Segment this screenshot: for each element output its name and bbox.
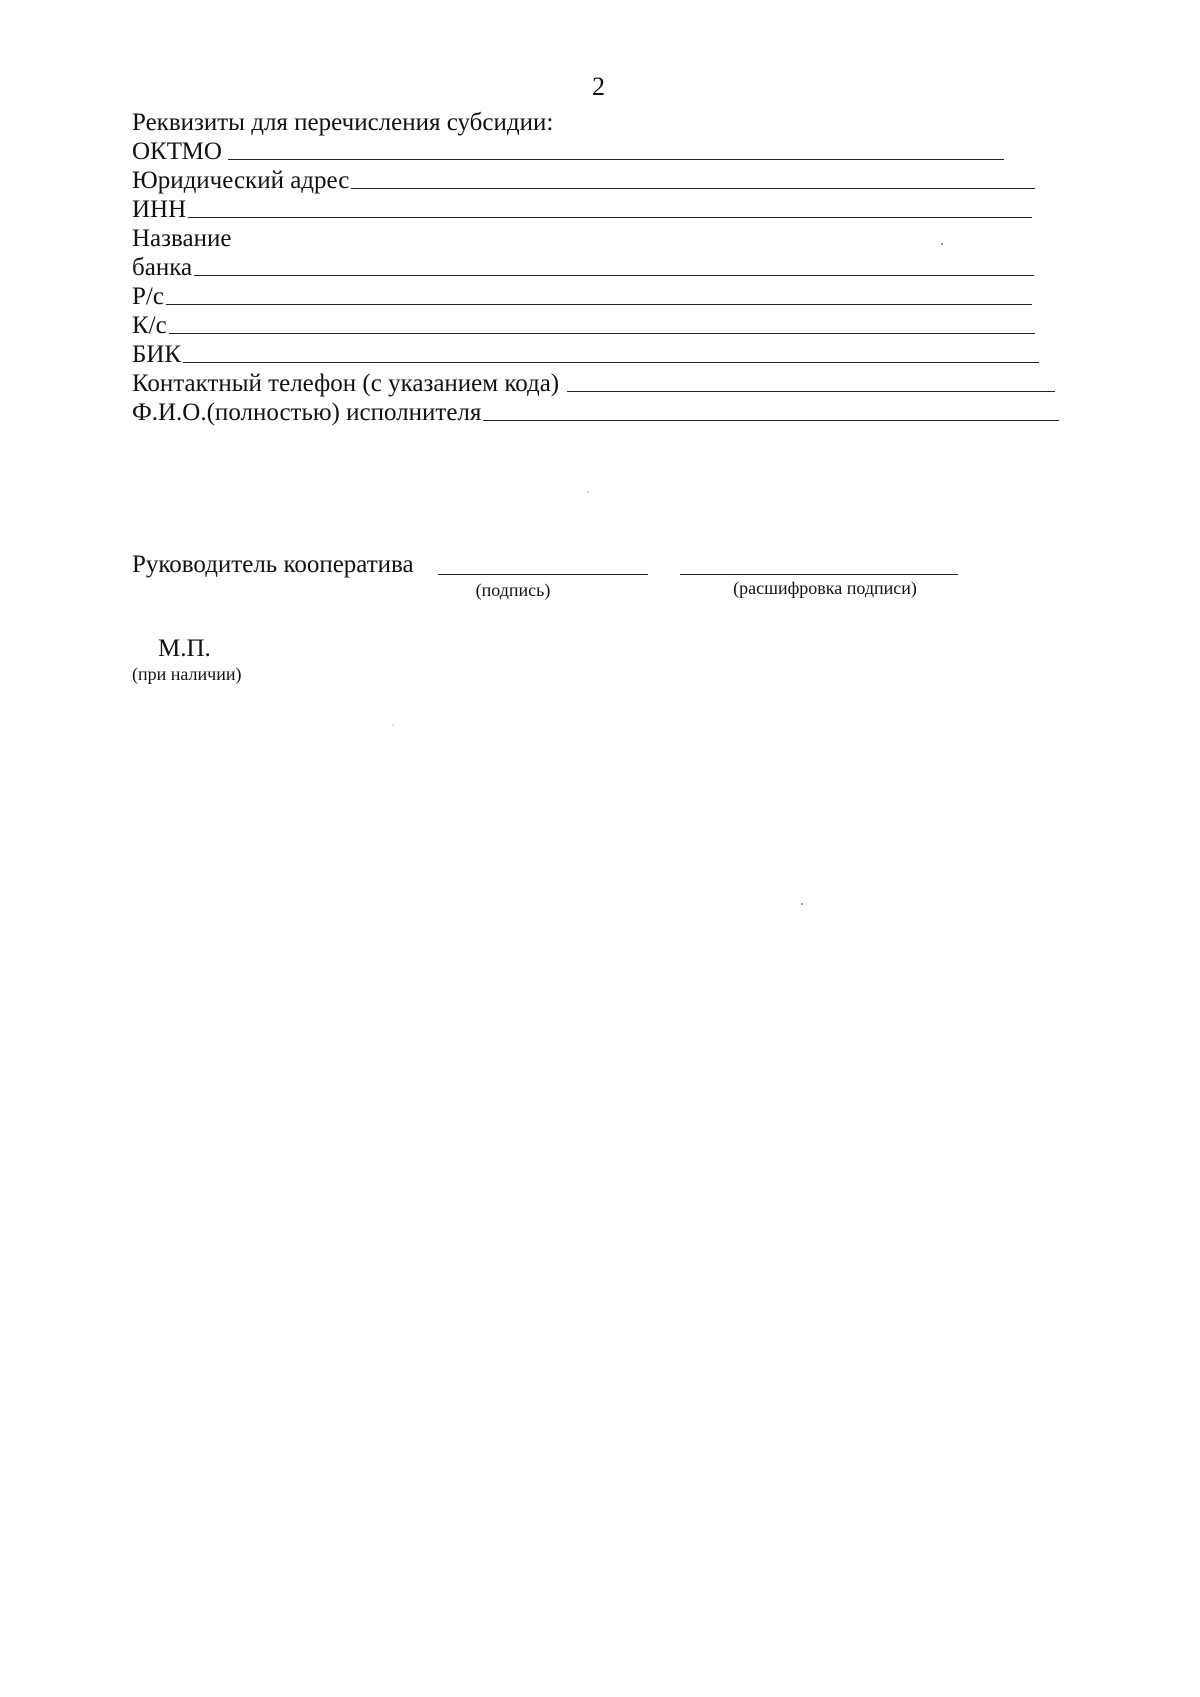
field-bank-label: банка [132, 254, 193, 281]
field-settlement-account-line[interactable] [166, 304, 1032, 305]
field-executor-name [132, 398, 1062, 427]
page-number: 2 [592, 72, 605, 101]
field-oktmo-label: ОКТМО [132, 138, 222, 165]
field-bik [132, 340, 1062, 369]
signature-label: Руководитель кооператива [132, 551, 414, 578]
scan-speck [587, 491, 589, 493]
field-inn-label: ИНН [132, 196, 187, 223]
subsidy-details-form [132, 108, 1062, 427]
field-legal-address-line[interactable] [351, 188, 1035, 189]
stamp-caption: (при наличии) [132, 664, 242, 684]
field-bik-line[interactable] [183, 362, 1039, 363]
field-legal-address-label: Юридический адрес [132, 167, 350, 194]
scan-speck [801, 903, 803, 905]
form-heading: Реквизиты для перечисления субсидии: [132, 109, 554, 136]
field-correspondent-account [132, 311, 1062, 340]
field-legal-address [132, 166, 1062, 195]
field-oktmo-line[interactable] [228, 159, 1004, 160]
field-contact-phone-label: Контактный телефон (с указанием кода) [132, 370, 560, 397]
field-settlement-account [132, 282, 1062, 311]
field-bank-name-label: Название [132, 225, 232, 252]
field-contact-phone-line[interactable] [567, 391, 1055, 392]
signature-section [132, 550, 1032, 610]
field-contact-phone [132, 369, 1062, 398]
field-settlement-account-label: Р/с [132, 283, 164, 310]
field-bank-line[interactable] [194, 275, 1034, 276]
field-bank [132, 253, 1062, 282]
field-executor-name-label: Ф.И.О.(полностью) исполнителя [132, 399, 482, 426]
signature-line[interactable] [438, 574, 648, 575]
field-bik-label: БИК [132, 341, 182, 368]
field-correspondent-account-line[interactable] [169, 333, 1035, 334]
stamp-label: М.П. [158, 635, 211, 662]
field-oktmo [132, 137, 1062, 166]
stamp-section [132, 634, 241, 685]
field-inn [132, 195, 1062, 224]
signature-decoding-line[interactable] [680, 574, 958, 575]
field-bank-name-label-row [132, 224, 1062, 253]
field-inn-line[interactable] [188, 217, 1032, 218]
field-executor-name-line[interactable] [483, 420, 1059, 421]
signature-decoding-caption: (расшифровка подписи) [733, 578, 917, 598]
signature-caption: (подпись) [475, 580, 551, 600]
field-correspondent-account-label: К/с [132, 312, 167, 339]
scan-speck [392, 724, 394, 726]
scan-speck [941, 243, 943, 245]
